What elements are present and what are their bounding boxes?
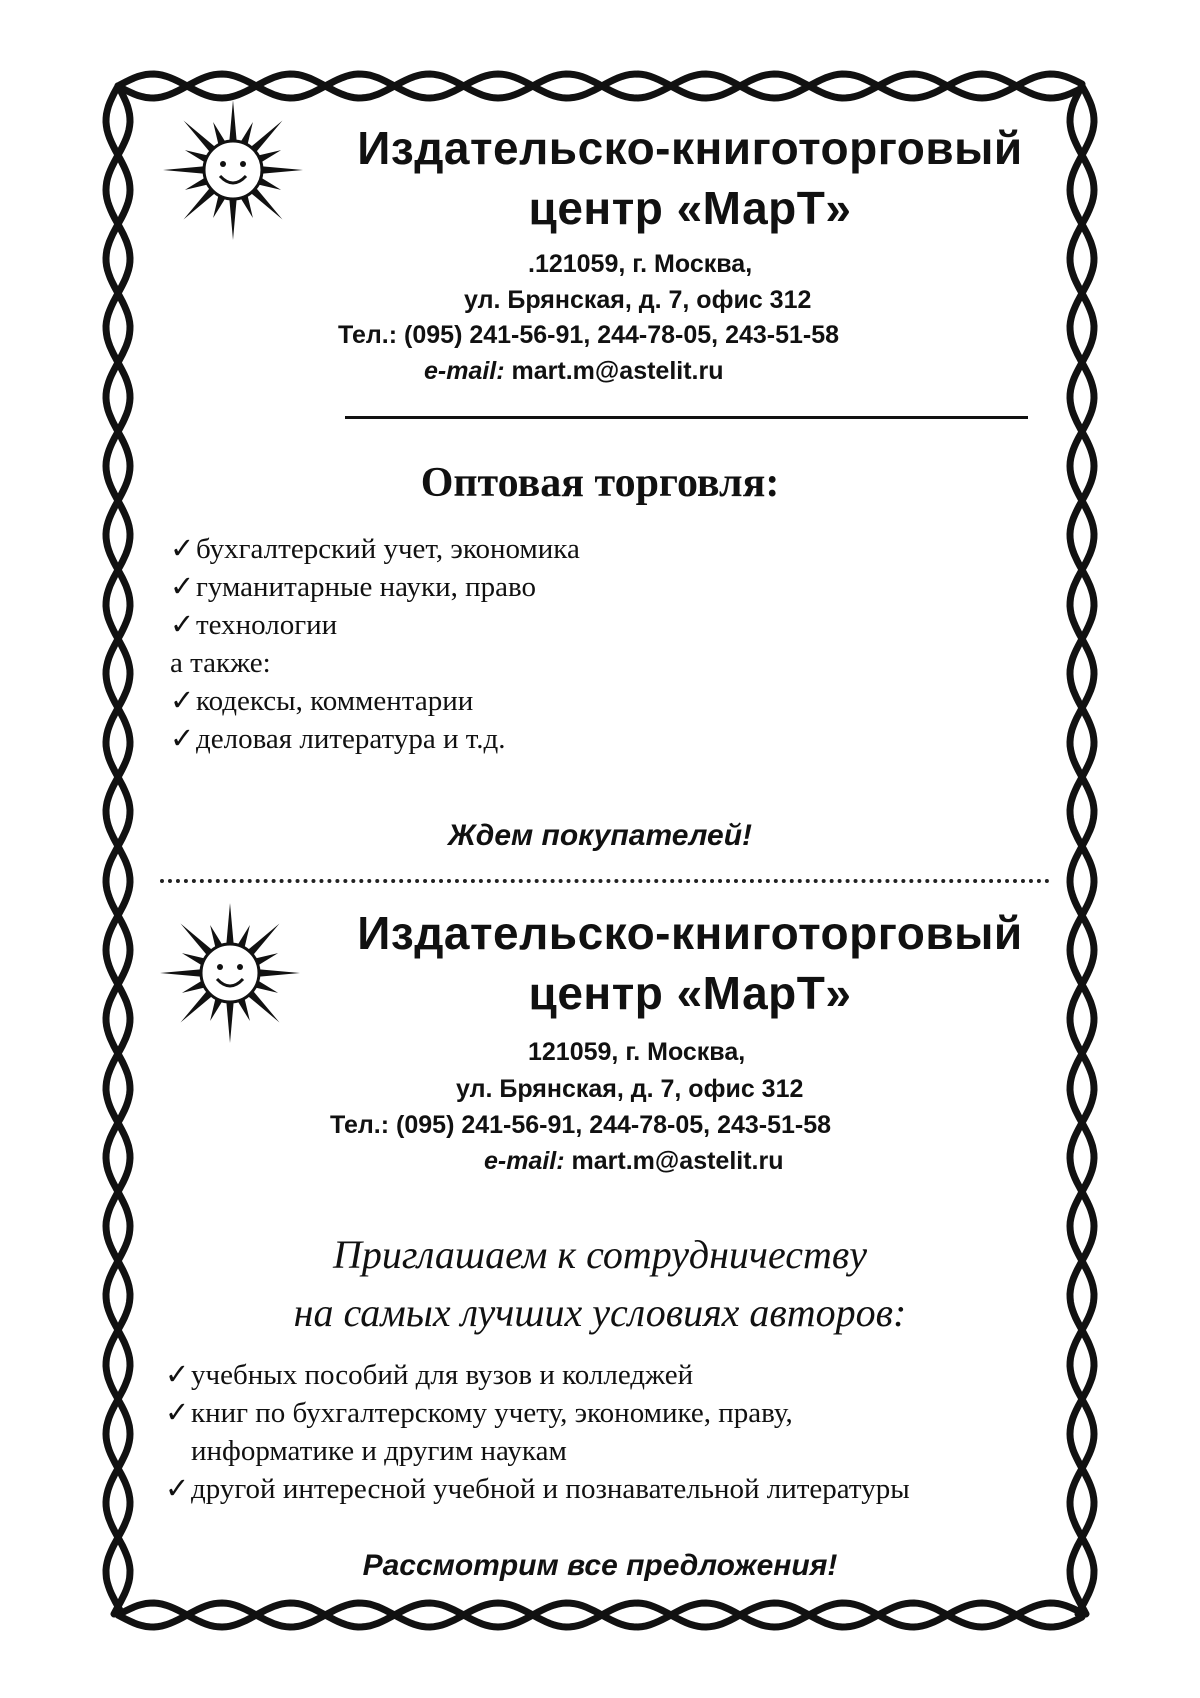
- check-mark-icon: ✓: [170, 533, 195, 565]
- address-line1: 121059, г. Москва,: [528, 1038, 746, 1066]
- email-label: e-mail:: [424, 357, 505, 385]
- email-label: e-mail:: [484, 1147, 565, 1175]
- list-item-continuation: информатике и другим наукам: [191, 1435, 567, 1467]
- address-line1: .121059, г. Москва,: [528, 250, 753, 278]
- check-mark-icon: ✓: [165, 1397, 190, 1429]
- list-item: ✓бухгалтерский учет, экономика: [170, 530, 580, 568]
- dotted-separator: [160, 879, 1050, 883]
- invitation-line1: Приглашаем к сотрудничеству: [333, 1232, 867, 1277]
- wholesale-heading: Оптовая торговля:: [420, 460, 780, 506]
- also-label: а также:: [170, 647, 271, 679]
- list-item: ✓учебных пособий для вузов и колледжей: [165, 1356, 910, 1394]
- address-line2: ул. Брянская, д. 7, офис 312: [456, 1075, 804, 1103]
- buyers-slogan: Ждем покупателей!: [447, 819, 753, 852]
- publisher-title: [330, 118, 1050, 238]
- proposals-slogan: Рассмотрим все предложения!: [362, 1549, 838, 1582]
- list-item: ✓другой интересной учебной и познавательной литературы: [165, 1470, 910, 1508]
- check-mark-icon: ✓: [170, 609, 195, 641]
- wholesale-list: [170, 530, 580, 758]
- authors-list: [165, 1356, 910, 1508]
- email-line: [484, 1144, 784, 1178]
- address-line2: ул. Брянская, д. 7, офис 312: [464, 286, 812, 314]
- publisher-title-line1: Издательско-книготорговый: [357, 122, 1023, 174]
- phone-line: Тел.: (095) 241-56-91, 244-78-05, 243-51-58: [338, 321, 840, 349]
- check-mark-icon: ✓: [165, 1473, 190, 1505]
- publisher-title-line2: центр «МарТ»: [528, 182, 852, 234]
- list-item: ✓кодексы, комментарии: [170, 682, 580, 720]
- list-item: ✓книг по бухгалтерскому учету, экономике, праву,: [165, 1394, 910, 1432]
- publisher-title-line1: Издательско-книготорговый: [357, 907, 1023, 959]
- check-mark-icon: ✓: [170, 685, 195, 717]
- list-item: ✓деловая литература и т.д.: [170, 720, 580, 758]
- invitation-text: [150, 1226, 1050, 1342]
- email-value: mart.m@astelit.ru: [511, 357, 724, 385]
- email-value: mart.m@astelit.ru: [571, 1147, 784, 1175]
- check-mark-icon: ✓: [165, 1359, 190, 1391]
- publisher-title: [330, 903, 1050, 1023]
- check-mark-icon: ✓: [170, 723, 195, 755]
- sun-logo-icon: [155, 898, 305, 1048]
- phone-line: Тел.: (095) 241-56-91, 244-78-05, 243-51-58: [330, 1111, 832, 1139]
- email-line: [424, 354, 724, 388]
- check-mark-icon: ✓: [170, 571, 195, 603]
- list-item: ✓гуманитарные науки, право: [170, 568, 580, 606]
- list-item: ✓технологии: [170, 606, 580, 644]
- invitation-line2: на самых лучших условиях авторов:: [293, 1290, 907, 1335]
- sun-logo-icon: [158, 95, 308, 245]
- divider-rule: [345, 416, 1028, 419]
- publisher-title-line2: центр «МарТ»: [528, 967, 852, 1019]
